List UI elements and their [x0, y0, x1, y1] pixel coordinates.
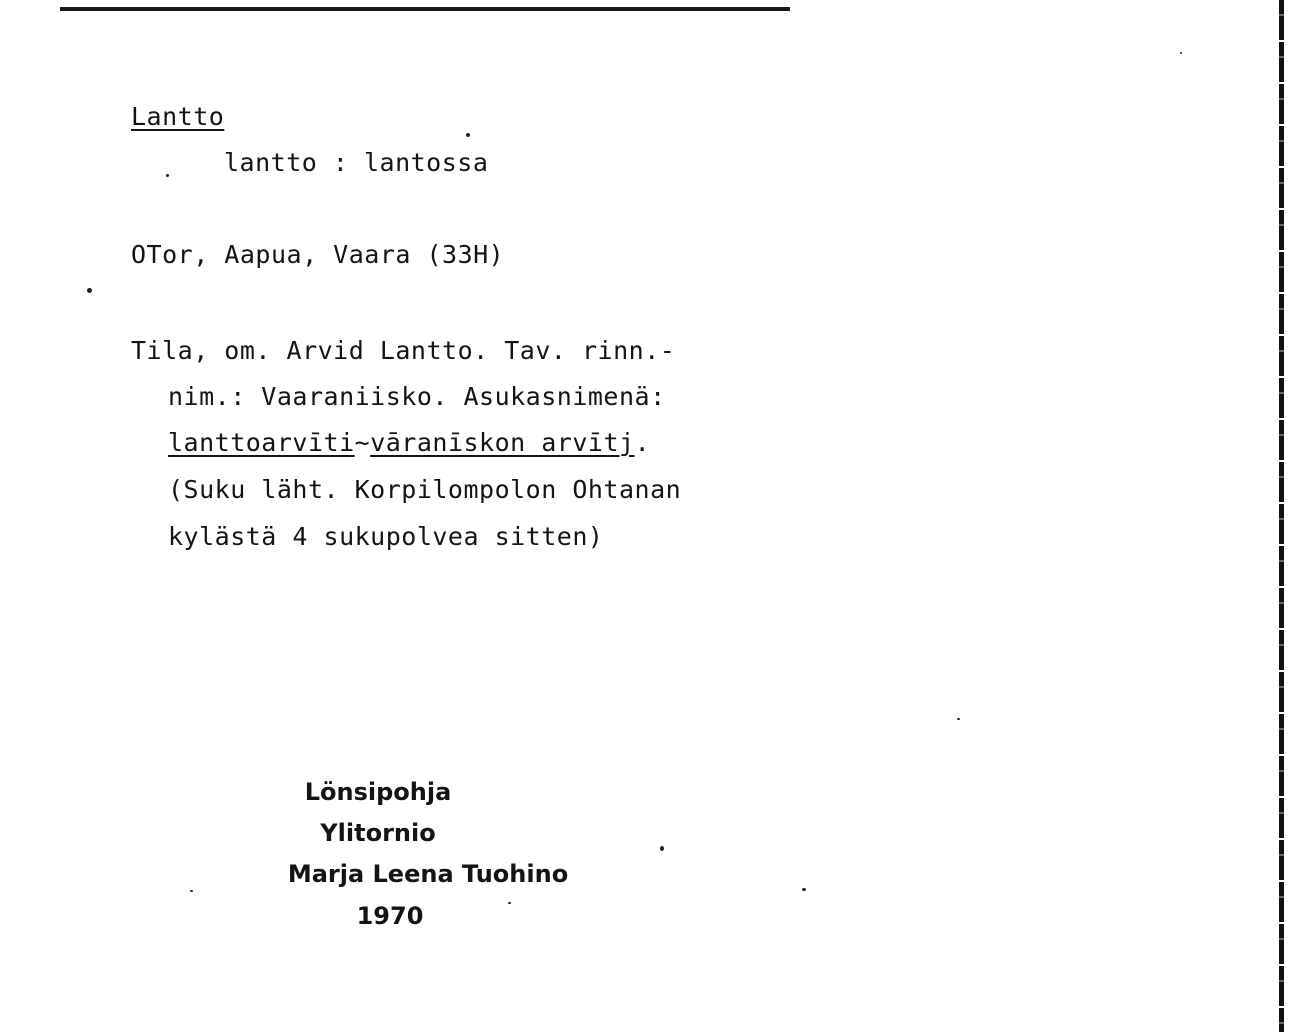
speck	[87, 288, 92, 293]
variant-separator: ~	[354, 428, 371, 457]
top-rule	[60, 7, 790, 11]
headword: Lantto	[131, 102, 225, 131]
description-line-5: kylästä 4 sukupolvea sitten)	[168, 522, 604, 551]
stamp-collector: Marja Leena Tuohino	[287, 860, 569, 888]
speck	[1180, 52, 1182, 54]
inflection: lantto : lantossa	[224, 148, 489, 177]
line-end-period: .	[634, 428, 651, 457]
speck	[508, 902, 511, 904]
speck	[957, 718, 960, 720]
stamp-parish: Ylitornio	[320, 819, 436, 847]
stamp-year: 1970	[356, 902, 424, 930]
description-line-1: Tila, om. Arvid Lantto. Tav. rinn.-	[131, 336, 676, 365]
resident-name-variant-1: lanttoarvīti	[168, 428, 355, 457]
resident-name-variant-2: vāranīskon arvītj	[370, 428, 635, 457]
speck	[802, 888, 806, 891]
speck	[466, 133, 470, 137]
speck	[166, 174, 169, 177]
speck	[660, 846, 664, 851]
speck	[190, 890, 193, 892]
description-line-2: nim.: Vaaraniisko. Asukasnimenä:	[168, 382, 666, 411]
description-line-4: (Suku läht. Korpilompolon Ohtanan	[168, 475, 682, 504]
location: OTor, Aapua, Vaara (33H)	[131, 240, 505, 269]
stamp-region: Lönsipohja	[304, 778, 452, 806]
card-right-edge	[1279, 0, 1284, 1032]
description-line-3	[168, 428, 650, 458]
